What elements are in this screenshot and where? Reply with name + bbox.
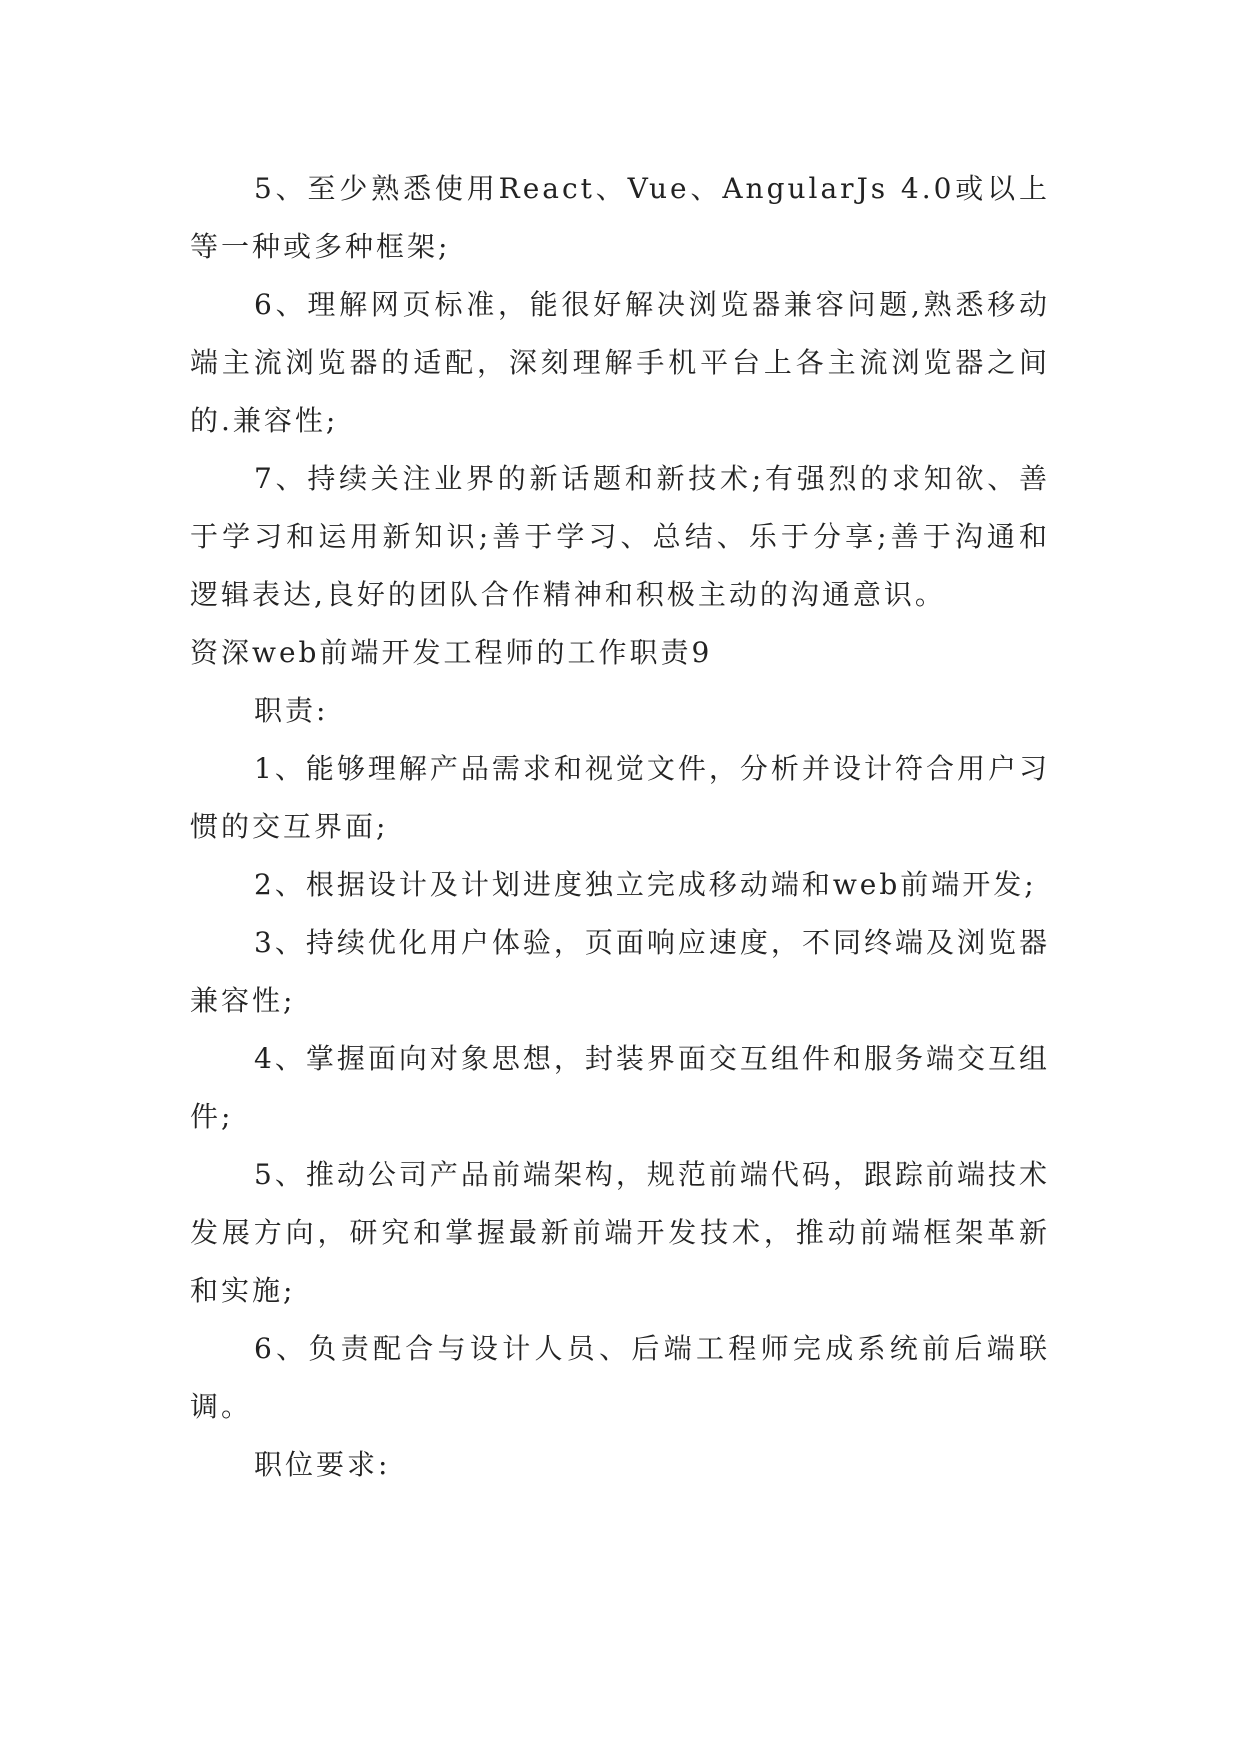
paragraph-duty-1: 1、能够理解产品需求和视觉文件，分析并设计符合用户习惯的交互界面; [190,752,1050,843]
paragraph-requirement-7: 7、持续关注业界的新话题和新技术;有强烈的求知欲、善于学习和运用新知识;善于学习、总结、乐于分享;善于沟通和逻辑表达,良好的团队合作精神和积极主动的沟通意识。 [190,462,1050,611]
paragraph-duty-3: 3、持续优化用户体验，页面响应速度，不同终端及浏览器兼容性; [190,926,1050,1017]
section-heading: 资深web前端开发工程师的工作职责9 [190,636,713,669]
paragraph-duty-4: 4、掌握面向对象思想，封装界面交互组件和服务端交互组件; [190,1042,1050,1133]
paragraph-duty-2: 2、根据设计及计划进度独立完成移动端和web前端开发; [254,868,1037,901]
paragraph-duty-5: 5、推动公司产品前端架构，规范前端代码，跟踪前端技术发展方向，研究和掌握最新前端开发技术，推动前端框架革新和实施; [190,1158,1050,1307]
requirements-label: 职位要求: [254,1448,391,1481]
document-body [190,160,1050,1494]
duties-label: 职责: [254,694,329,727]
paragraph-requirement-6: 6、理解网页标准，能很好解决浏览器兼容问题,熟悉移动端主流浏览器的适配，深刻理解手机平台上各主流浏览器之间的.兼容性; [190,288,1050,437]
paragraph-duty-6: 6、负责配合与设计人员、后端工程师完成系统前后端联调。 [190,1332,1050,1423]
paragraph-requirement-5: 5、至少熟悉使用React、Vue、AngularJs 4.0或以上等一种或多种框架; [190,172,1050,263]
